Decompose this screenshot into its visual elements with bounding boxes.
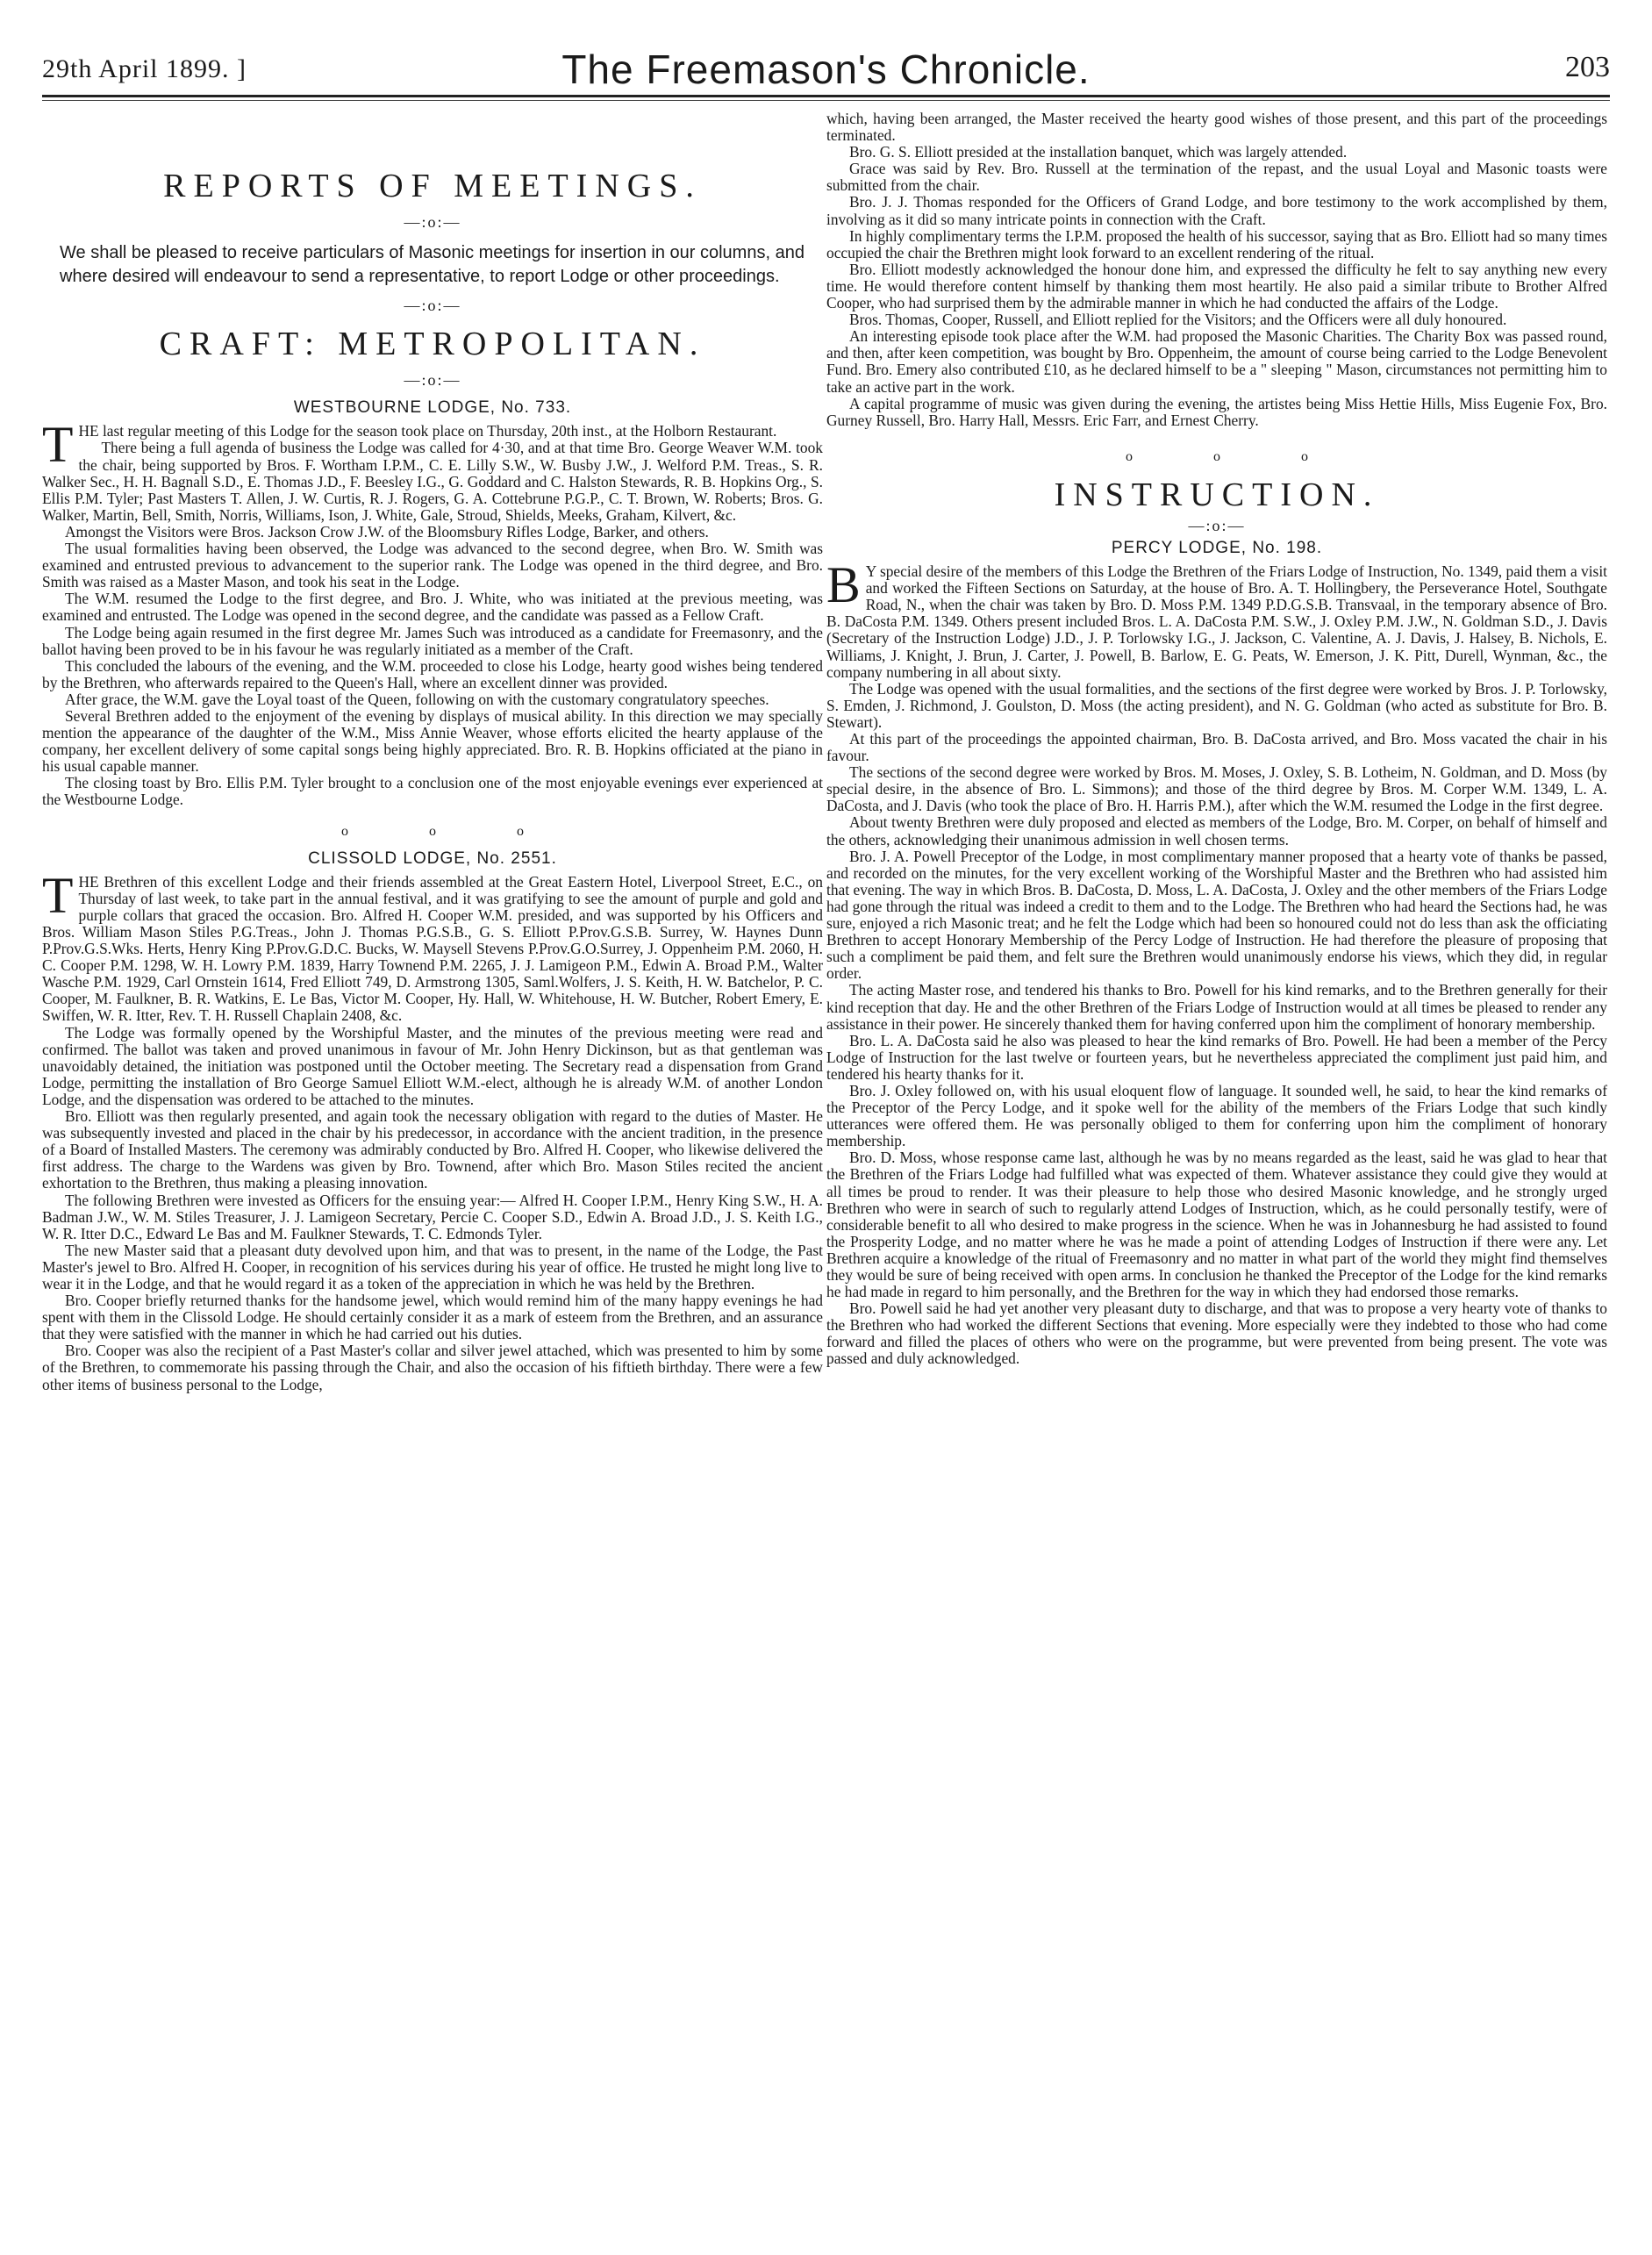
masthead-title: The Freemason's Chronicle.: [561, 47, 1091, 92]
percy-paragraph: The Lodge was opened with the usual formalities, and the sections of the first degree were worked by Bros. J. P. Torlowsky, S. Emden, J. Richmond, J. Goulston, D. Moss (the acting president), and N. G. Goldman (who acted as substitute for Bro. B. Stewart).: [826, 679, 1607, 731]
left-column: [42, 132, 823, 1393]
separator: —:o:—: [404, 297, 461, 315]
page-header: [42, 46, 1610, 92]
westbourne-paragraph: Several Brethren added to the enjoyment of the evening by displays of musical ability. In this direction we may specially mention the appearance of the daughter of the W.M., Miss Annie Weaver, whose efforts elicited the hearty applause of the company, her excellent delivery of some capital songs being highly appreciated. Bro. R. B. Hopkins officiated at the piano in his usual capable manner.: [42, 706, 823, 776]
section-title-reports: REPORTS OF MEETINGS.: [163, 168, 702, 204]
section-title-instruction: INSTRUCTION.: [1054, 476, 1380, 513]
westbourne-paragraph: This concluded the labours of the evening, and the W.M. proceeded to close his Lodge, hearty good wishes being tendered by the Brethren, who afterwards repaired to the Queen's Hall, where an excellent dinner was provided.: [42, 656, 823, 691]
percy-paragraph: The sections of the second degree were worked by Bros. M. Moses, J. Oxley, S. B. Lotheim, N. Goldman, and D. Moss (by special desire, in the absence of Bro. L. Simmons); and those of the third degree by Bros. M. Corper W.M. 1349, L. A. DaCosta, and J. Davis (who took the place of Bro. H. Harris P.M.), after which the W.M. resumed the Lodge in the first degree.: [826, 763, 1607, 815]
drop-cap: T: [42, 866, 74, 924]
continued-paragraph: Bro. Elliott modestly acknowledged the honour done him, and expressed the difficulty he felt to say anything new every time. He would therefore content himself by thanking them most heartily. He also paid a similar tribute to Brother Alfred Cooper, who had surprised them by the admirable manner in which he had conducted the affairs of the Lodge.: [826, 260, 1607, 312]
issue-date: 29th April 1899. ]: [42, 54, 247, 83]
clissold-paragraph: The Lodge was formally opened by the Worshipful Master, and the minutes of the previous meeting were read and confirmed. The ballot was taken and proved unanimous in favour of Mr. John Henry Dickinson, but as that gentleman was unavoidably detained, the initiation was postponed until the October meeting. The Secretary read a dispensation from Grand Lodge, permitting the installation of Bro George Samuel Elliott W.M.-elect, although he is already W.M. of another London Lodge, and the dispensation was ordered to be attached to the minutes.: [42, 1023, 823, 1108]
separator: —:o:—: [404, 213, 461, 231]
westbourne-paragraph: THE last regular meeting of this Lodge for the season took place on Thursday, 20th inst., at the Holborn Restaurant.: [42, 416, 777, 474]
drop-cap: B: [826, 556, 861, 614]
drop-cap: T: [42, 416, 74, 474]
continued-paragraph: Bros. Thomas, Cooper, Russell, and Elliott replied for the Visitors; and the Officers were all duly honoured.: [849, 311, 1507, 329]
percy-paragraph: At this part of the proceedings the appointed chairman, Bro. B. DaCosta arrived, and Bro. Moss vacated the chair in his favour.: [826, 730, 1607, 765]
ornament-divider: o o o: [341, 823, 562, 839]
westbourne-paragraph: The usual formalities having been observed, the Lodge was advanced to the second degree, when Bro. W. Smith was examined and entrusted previous to advancement to the superior rank. The Lodge was opened in the third degree, and Bro. Smith was raised as a Master Mason, and took his seat in the Lodge.: [42, 540, 823, 591]
westbourne-paragraph: After grace, the W.M. gave the Loyal toast of the Queen, following on with the customary congratulatory speeches.: [65, 690, 769, 708]
lodge-title-westbourne: WESTBOURNE LODGE, No. 733.: [293, 398, 572, 418]
header-rule-thin: [42, 100, 1610, 101]
clissold-paragraph: THE Brethren of this excellent Lodge and their friends assembled at the Great Eastern Hotel, Liverpool Street, E.C., on Thursday of last week, to take part in the annual festival, and it was gratifying to see the amount of purple and gold and purple collars that graced the occasion. Bro. Alfred H. Cooper W.M. presided, and was supported by his Officers and Bros. William Mason Stiles P.G.Treas., John J. Thomas P.G.S.B., G. S. Elliott P.Prov.G.S.B. Surrey, W. Haynes Dunn P.Prov.G.S.Wks. Herts, Henry King P.Prov.G.D.C. Bucks, W. Maysell Stevens P.Prov.G.O.Surrey, J. Oppenheim P.M. 2060, H. C. Cooper P.M. 1298, W. H. Lowry P.M. 1839, Harry Townend P.M. 2265, J. J. Lamigeon P.M., Edwin A. Broad P.M., Walter Wasche P.M. 1929, Carl Ornstein 1614, Fred Elliott 749, D. Armstrong 1305, Saml.Wolfers, J. S. Keith, H. W. Batchelor, P. C. Cooper, M. Faulkner, B. R. Watkins, E. Le Bas, Victor M. Cooper, Hy. Hall, W. Whitehouse, H. W. Butcher, Robert Emery, E. Swiffen, W. R. Itter, Rev. T. H. Russell Chaplain 2408, &c.: [42, 866, 823, 1025]
page-number: 203: [1565, 51, 1610, 83]
percy-paragraph: The acting Master rose, and tendered his thanks to Bro. Powell for his kind remarks, and to the Brethren generally for their kind reception that day. He and the other Brethren of the Friars Lodge of Instruction would at all times be pleased to render any assistance in their power. He sincerely thanked them for having conferred upon him the compliment of honorary membership.: [826, 981, 1607, 1033]
westbourne-paragraph: Amongst the Visitors were Bros. Jackson Crow J.W. of the Bloomsbury Rifles Lodge, Barker, and others.: [65, 522, 709, 540]
separator: —:o:—: [1188, 516, 1246, 534]
right-column: [826, 111, 1607, 1368]
westbourne-paragraph: The W.M. resumed the Lodge to the first degree, and Bro. J. White, who was initiated at the previous meeting, was examined and entrusted. The Lodge was opened in the second degree, and the candidate was passed as a Fellow Craft.: [42, 590, 823, 625]
continued-paragraph: Bro. J. J. Thomas responded for the Officers of Grand Lodge, and bore testimony to the work accomplished by them, involving as it did so many intricate points in connection with the Craft.: [826, 193, 1607, 228]
westbourne-paragraph: The Lodge being again resumed in the first degree Mr. James Such was introduced as a candidate for Freemasonry, and the ballot having been proved to be in his favour he was regularly initiated as a member of the Craft.: [42, 623, 823, 658]
continued-paragraph: A capital programme of music was given during the evening, the artistes being Miss Hettie Hills, Miss Eugenie Fox, Bro. Gurney Russell, Bro. Harry Hall, Messrs. Eric Farr, and Ernest Cherry.: [826, 394, 1607, 429]
clissold-paragraph: Bro. Cooper briefly returned thanks for the handsome jewel, which would remind him of the many happy evenings he had spent with them in the Clissold Lodge. He should certainly consider it as a mark of esteem from the Brethren, and an assurance that they were satisfied with the manner in which he had carried out his duties.: [42, 1292, 823, 1343]
percy-paragraph: Bro. L. A. DaCosta said he also was pleased to hear the kind remarks of Bro. Powell. He had been a member of the Percy Lodge of Instruction for the last twelve or fourteen years, but he nevertheless appreciated the compliment just paid him, and tendered his hearty thanks for it.: [826, 1031, 1607, 1083]
percy-paragraph: About twenty Brethren were duly proposed and elected as members of the Lodge, Bro. M. Corper, on behalf of himself and the others, acknowledging their unanimous admission in well chosen terms.: [826, 813, 1607, 848]
continued-paragraph: In highly complimentary terms the I.P.M. proposed the health of his successor, saying that as Bro. Elliott had so many times occupied the chair the Brethren might look forward to an excellent rendering of the ritual.: [826, 226, 1607, 261]
percy-paragraph: Bro. Powell said he had yet another very pleasant duty to discharge, and that was to propose a very hearty vote of thanks to the Brethren who had worked the different Sections that evening. More especially were they indebted to those who had come forward and filled the places of others who were on the programme, but were prevented from being present. The vote was passed and duly acknowledged.: [826, 1299, 1607, 1368]
clissold-paragraph: The following Brethren were invested as Officers for the ensuing year:— Alfred H. Cooper I.P.M., Henry King S.W., H. A. Badman J.W., W. M. Stiles Treasurer, J. J. Lamigeon Secretary, Percie C. Cooper S.D., Edwin A. Broad J.D., J. S. Keith I.G., W. R. Itter D.C., Edward Le Bas and M. Faulkner Stewards, T. C. Edmonds Tyler.: [42, 1191, 823, 1242]
clissold-paragraph: Bro. Elliott was then regularly presented, and again took the necessary obligation with regard to the duties of Master. He was subsequently invested and placed in the chair by his predecessor, in accordance with the ancient tradition, in the presence of a Board of Installed Masters. The ceremony was admirably conducted by Bro. Alfred H. Cooper, who likewise delivered the first address. The charge to the Wardens was given by Bro. Townend, after which Bro. Mason Stiles recited the ancient exhortation to the Brethren, thus making a pleasing innovation.: [42, 1107, 823, 1192]
continued-paragraph: Grace was said by Rev. Bro. Russell at the termination of the repast, and the usual Loyal and Masonic toasts were submitted from the chair.: [826, 160, 1607, 195]
section-title-craft: CRAFT: METROPOLITAN.: [159, 326, 706, 363]
header-rule-thick: [42, 95, 1610, 97]
clissold-paragraph: The new Master said that a pleasant duty devolved upon him, and that was to present, in the name of the Lodge, the Past Master's jewel to Bro. Alfred H. Cooper, in recognition of his services during his year of office. He trusted he might long live to wear it in the Lodge, and that he would regard it as a token of the appreciation in which he was held by the Brethren.: [42, 1241, 823, 1292]
percy-paragraph: Bro. J. A. Powell Preceptor of the Lodge, in most complimentary manner proposed that a hearty vote of thanks be passed, and recorded on the minutes, for the very excellent working of the Worshipful Master and the Brethren who had assisted him that evening. The way in which Bros. B. DaCosta, D. Moss, L. A. DaCosta, J. Oxley and the other members of the Friars Lodge had gone through the ritual was indeed a credit to them and to the Lodge. The Brethren who had heard the Sections had, he was sure, enjoyed a rich Masonic treat; and he felt the Lodge which had been so honoured could not do less than ask the officiating Brethren to accept Honorary Membership of the Percy Lodge of Instruction. He had therefore the pleasure of proposing that such a compliment be paid them, and felt sure the Brethren would unanimously endorse his views, which they did, in regular order.: [826, 847, 1607, 983]
separator: —:o:—: [404, 371, 461, 390]
continued-paragraph: which, having been arranged, the Master received the hearty good wishes of those present, and this part of the proceedings terminated.: [826, 110, 1607, 145]
percy-paragraph: Bro. J. Oxley followed on, with his usual eloquent flow of language. It sounded well, he said, to hear the kind remarks of the Preceptor of the Percy Lodge, and it spoke well for the ability of the members of the Friars Lodge that such kindly utterances were offered them. He was personally obliged to them for conferring upon him the compliment of honorary membership.: [826, 1081, 1607, 1150]
continued-paragraph: Bro. G. S. Elliott presided at the installation banquet, which was largely attended.: [849, 143, 1348, 161]
continued-paragraph: An interesting episode took place after the W.M. had proposed the Masonic Charities. The Charity Box was passed round, and then, after keen competition, was bought by Bro. Oppenheim, the amount of course being carried to the Lodge Benevolent Fund. Bro. Emery also contributed £10, as he declared himself to be a " sleeping " Mason, circumstances not permitting him to take an active part in the work.: [826, 327, 1607, 396]
percy-paragraph: B Y special desire of the members of this Lodge the Brethren of the Friars Lodge of Instruction, No. 1349, paid them a visit and worked the Fifteen Sections on Saturday, at the house of Bro. A. T. Hollingbery, the Perseverance Hotel, Southgate Road, N., when the chair was taken by Bro. D. Moss P.M. 1349 P.D.G.S.B. Transvaal, in the temporary absence of Bro. B. DaCosta P.M. 1349. Others present included Bros. L. A. DaCosta P.M. S.W., J. Oxley P.M. J.W., N. Goldman S.D., J. Davis (Secretary of the Instruction Lodge) J.D., J. P. Torlowsky I.G., J. Jackson, C. Valentine, A. J. Davis, J. Halsey, B. Nichols, E. Williams, J. Knight, J. Brun, J. Carter, J. Powell, B. Barlow, E. G. Peats, W. Emerson, J. K. Pitt, Durell, Wynman, &c., the company numbering in all about sixty.: [826, 556, 1607, 681]
clissold-paragraph: Bro. Cooper was also the recipient of a Past Master's collar and silver jewel attached, which was presented to him by some of the Brethren, to commemorate his passing through the Chair, and also the occasion of his fiftieth birthday. There were a few other items of business personal to the Lodge,: [42, 1342, 823, 1393]
lodge-title-percy: PERCY LODGE, No. 198.: [1111, 538, 1323, 557]
lodge-title-clissold: CLISSOLD LODGE, No. 2551.: [308, 848, 557, 868]
westbourne-paragraph: The closing toast by Bro. Ellis P.M. Tyler brought to a conclusion one of the most enjoyable evenings ever experienced at the Westbourne Lodge.: [42, 774, 823, 809]
ornament-divider: o o o: [1126, 448, 1347, 464]
percy-paragraph: Bro. D. Moss, whose response came last, although he was by no means regarded as the least, said he was glad to hear that the Brethren of the Friars Lodge had fulfilled what was expected of them. Whatever assistance they could give they would at all times be proud to render. It was their pleasure to help those who desired Masonic knowledge, and he strongly urged Brethren who were in search of such to regularly attend Lodges of Instruction, which, as he could personally testify, were of considerable benefit to all who desired to make progress in the science. When he was in Johannesburg he had assisted to found the Prosperity Lodge, and no matter where he was he made a point of attending Lodges of Instruction if there were any. Let Brethren acquire a knowledge of the ritual of Freemasonry and no matter in what part of the world they might find themselves they would be sure of being received with open arms. In conclusion he thanked the Preceptor of the Lodge for the kind remarks he had made in regard to him personally, and the Brethren for the way in which they had endorsed those remarks.: [826, 1149, 1607, 1301]
reports-notice: We shall be pleased to receive particulars of Masonic meetings for insertion in our columns, and where desired will endeavour to send a representative, to report Lodge or other proceedings.: [60, 243, 805, 287]
westbourne-paragraph: There being a full agenda of business the Lodge was called for 4·30, and at that time Bro. George Weaver W.M. took the chair, being supported by Bros. F. Wortham I.P.M., C. E. Lilly S.W., W. Busby J.W., J. Welford P.M. Treas., S. R. Walker Sec., H. H. Bagnall S.D., E. Thomas J.D., F. Beesley I.G., G. Goddard and C. Halston Stewards, R. B. Hopkins Org., S. Ellis P.M. Tyler; Past Masters T. Allen, J. W. Curtis, R. J. Rogers, G. A. Cottebrune P.G.P., C. T. Brown, W. Roberts; Bros. G. Walker, Martin, Bell, Smith, Norris, Williams, Ison, J. White, Gale, Stroud, Shields, Meeks, Graham, Kilvert, &c.: [42, 439, 823, 524]
